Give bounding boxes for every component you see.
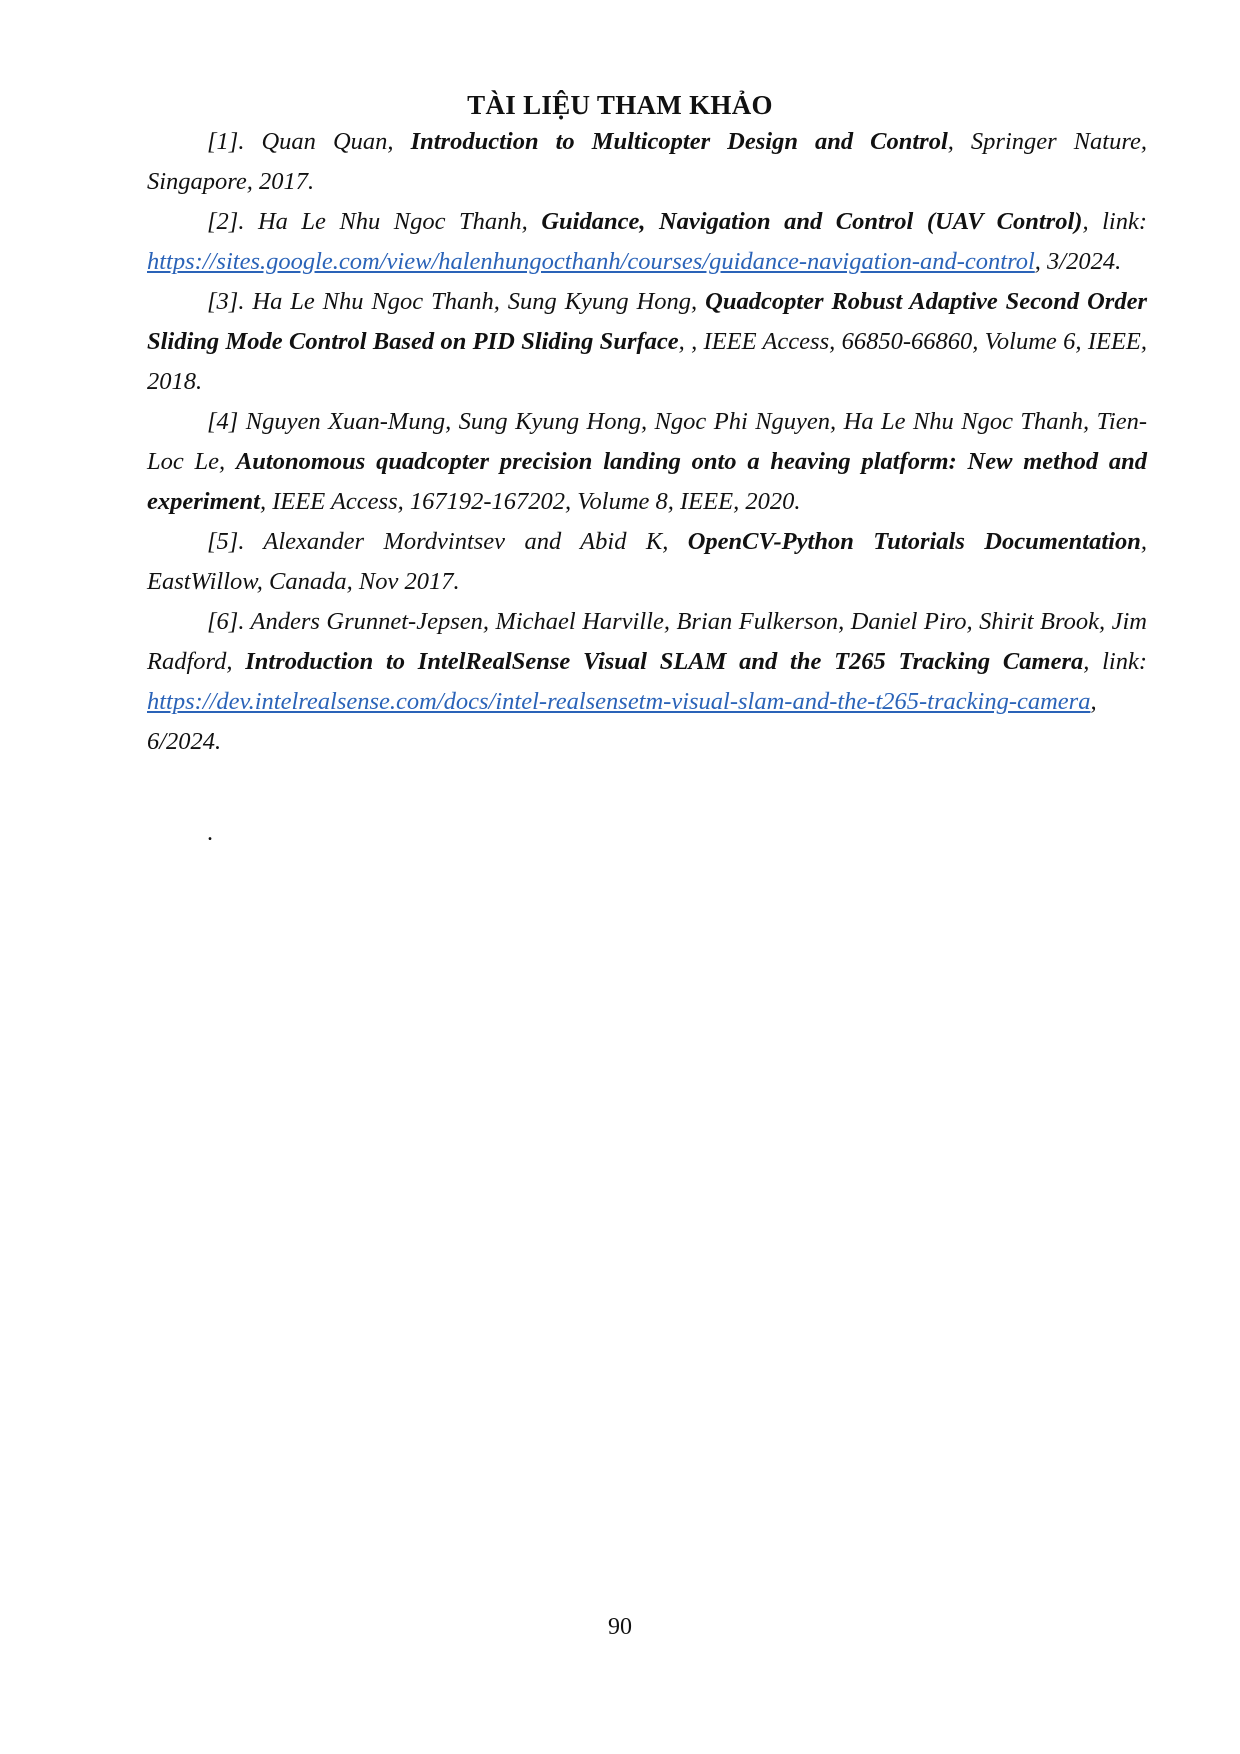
reference-link[interactable]: https://sites.google.com/view/halenhungocthanh/courses/guidance-navigation-and-control [147, 248, 1035, 275]
reference-link[interactable]: https://dev.intelrealsense.com/docs/intel-realsensetm-visual-slam-and-the-t265-tracking-camera [147, 688, 1091, 715]
page-title: TÀI LIỆU THAM KHẢO [467, 90, 773, 120]
reference-title: OpenCV-Python Tutorials Documentation [687, 528, 1141, 555]
reference-prefix: [6]. Anders Grunnet-Jepsen, Michael Harville, Brian Fulkerson, Daniel Piro, Shirit Brook, Jim Radford, [147, 608, 1147, 675]
reference-link-label: , link: [1082, 208, 1147, 235]
reference-title: Autonomous quadcopter precision landing onto a heaving platform: New method and experiment [147, 448, 1147, 515]
reference-item-4 [147, 402, 1147, 522]
reference-prefix: [3]. Ha Le Nhu Ngoc Thanh, Sung Kyung Hong, [207, 288, 706, 315]
reference-suffix: , 6/2024. [147, 688, 1097, 755]
reference-suffix: , 3/2024. [1034, 248, 1122, 275]
reference-title: Quadcopter Robust Adaptive Second Order Sliding Mode Control Based on PID Sliding Surface [147, 288, 1147, 355]
reference-suffix: , EastWillow, Canada, Nov 2017. [147, 528, 1147, 595]
trailing-mark: . [207, 820, 213, 846]
reference-title: Introduction to IntelRealSense Visual SLAM and the T265 Tracking Camera [245, 648, 1084, 675]
reference-item-6 [147, 602, 1147, 762]
reference-item-1 [147, 122, 1147, 202]
reference-title: Introduction to Multicopter Design and Control [410, 128, 948, 155]
reference-suffix: , Springer Nature, Singapore, 2017. [147, 128, 1147, 195]
reference-item-2 [147, 202, 1147, 282]
reference-link-label: , link: [1083, 648, 1147, 675]
reference-title: Guidance, Navigation and Control (UAV Control) [541, 208, 1083, 235]
reference-list [147, 122, 1147, 762]
reference-item-5 [147, 522, 1147, 602]
reference-prefix: [2]. Ha Le Nhu Ngoc Thanh, [207, 208, 542, 235]
page-number: 90 [608, 1614, 632, 1640]
reference-suffix: , , IEEE Access, 66850-66860, Volume 6, IEEE, 2018. [147, 328, 1147, 395]
reference-prefix: [1]. Quan Quan, [207, 128, 411, 155]
reference-item-3 [147, 282, 1147, 402]
reference-prefix: [5]. Alexander Mordvintsev and Abid K, [207, 528, 688, 555]
reference-suffix: , IEEE Access, 167192-167202, Volume 8, IEEE, 2020. [259, 488, 801, 515]
reference-prefix: [4] Nguyen Xuan-Mung, Sung Kyung Hong, Ngoc Phi Nguyen, Ha Le Nhu Ngoc Thanh, Tien-Loc Le, [147, 408, 1147, 475]
